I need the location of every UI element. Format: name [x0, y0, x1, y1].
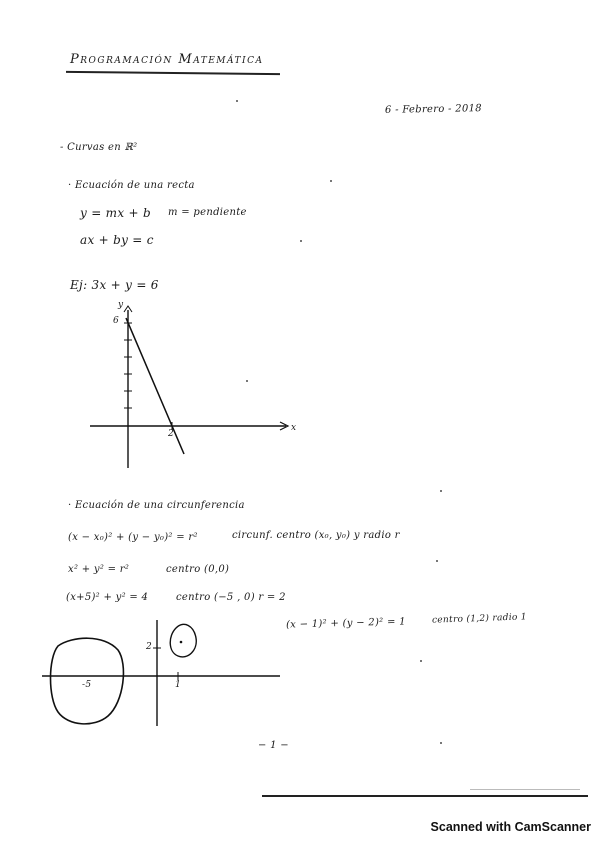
- circle-eq-general: (x − x₀)² + (y − y₀)² = r²: [68, 532, 198, 543]
- x-tick-2-label: 2: [168, 429, 175, 439]
- circle-eq-origin-note: centro (0,0): [166, 564, 230, 575]
- scan-speck: [440, 742, 442, 744]
- circle-example-1: (x+5)² + y² = 4: [66, 592, 149, 603]
- section-heading: - Curvas en ℝ²: [60, 142, 138, 153]
- x-axis-label: x: [291, 423, 297, 433]
- circle-example-2: (x − 1)² + (y − 2)² = 1: [285, 616, 406, 631]
- line-heading: · Ecuación de una recta: [68, 180, 195, 191]
- circle-heading: · Ecuación de una circunferencia: [68, 500, 245, 511]
- scan-speck: [440, 490, 442, 492]
- date: 6 - Febrero - 2018: [384, 103, 482, 116]
- y-tick-6-label: 6: [113, 316, 120, 326]
- circle-eq-origin: x² + y² = r²: [68, 564, 130, 575]
- line-example: Ej: 3x + y = 6: [70, 278, 159, 292]
- x-tick-1-label: 1: [175, 680, 182, 690]
- line-eq-slope-note: m = pendiente: [168, 207, 247, 218]
- circle-example-1-note: centro (−5 , 0) r = 2: [176, 592, 286, 603]
- scan-speck: [300, 240, 302, 242]
- y-tick-2-label: 2: [146, 642, 153, 652]
- scan-speck: [420, 660, 422, 662]
- circle-center-1-2: [170, 624, 196, 657]
- circle-eq-general-note: circunf. centro (x₀, y₀) y radio r: [232, 530, 400, 541]
- footer-rule-faint: [470, 789, 580, 790]
- page-title: Programación Matemática: [70, 52, 264, 67]
- scanner-watermark: Scanned with CamScanner: [430, 820, 591, 834]
- circles-graph: [38, 612, 288, 732]
- scan-speck: [246, 380, 248, 382]
- title-underline: [66, 71, 280, 75]
- y-axis-label: y: [118, 300, 124, 310]
- scan-speck: [330, 180, 332, 182]
- x-tick-neg5-label: -5: [82, 680, 92, 690]
- circle-center-point: [180, 641, 183, 644]
- line-eq-slope-intercept: y = mx + b: [80, 206, 151, 220]
- scan-speck: [236, 100, 238, 102]
- circle-example-2-note: centro (1,2) radio 1: [431, 612, 528, 626]
- scan-speck: [436, 560, 438, 562]
- line-eq-general: ax + by = c: [80, 233, 154, 247]
- page-number: − 1 −: [258, 740, 289, 751]
- footer-rule: [262, 795, 588, 797]
